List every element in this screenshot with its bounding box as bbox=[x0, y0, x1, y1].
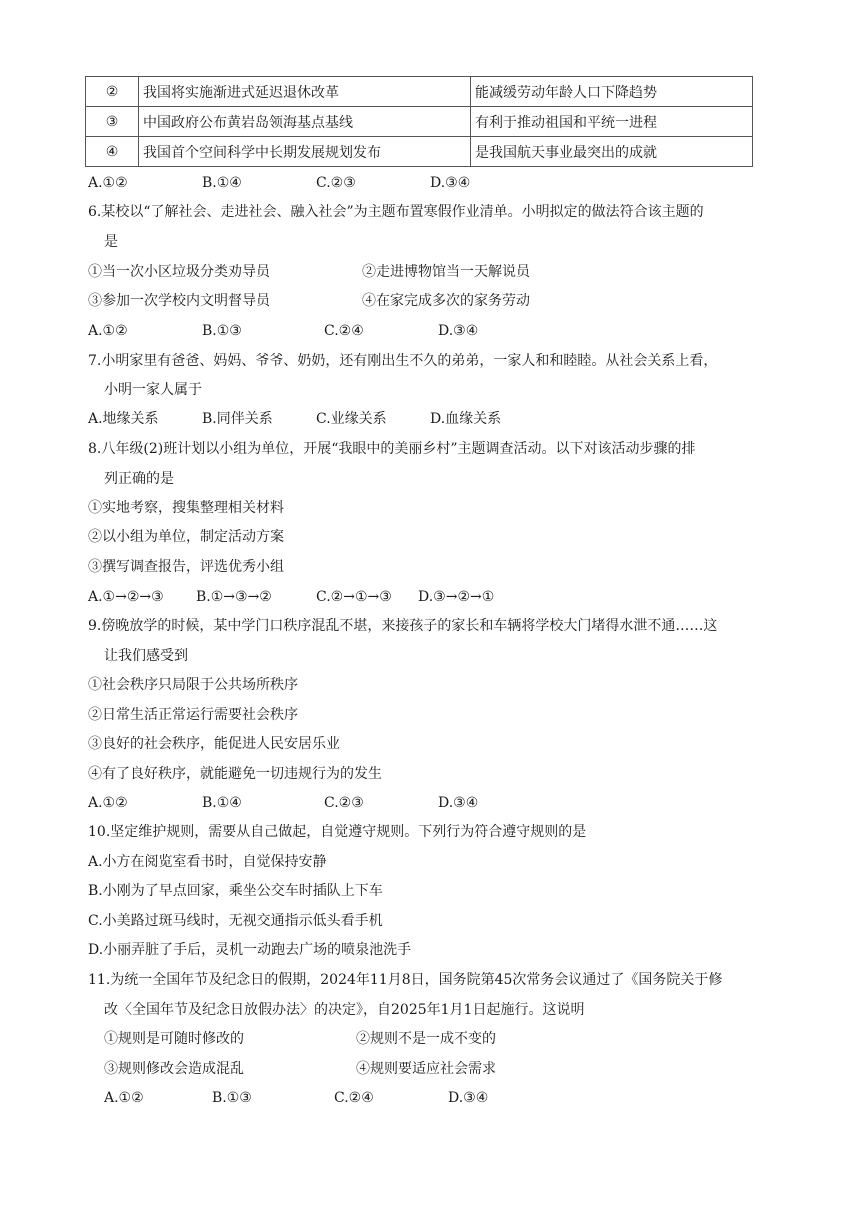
q6-item-3: ③参加一次学校内文明督导员 bbox=[88, 293, 270, 309]
q6-option-a: A.①② bbox=[88, 323, 128, 339]
q8-item-3: ③撰写调查报告，评选优秀小组 bbox=[88, 559, 284, 575]
q8-option-c: C.②→①→③ bbox=[316, 589, 392, 605]
q6-option-b: B.①③ bbox=[202, 323, 242, 339]
q6-option-c: C.②④ bbox=[324, 323, 364, 339]
q11-stem-line1: 11.为统一全国年节及纪念日的假期，2024年11月8日，国务院第45次常务会议通过了《国务院关于修 bbox=[88, 972, 723, 988]
row-number: ② bbox=[86, 77, 139, 107]
row-event: 中国政府公布黄岩岛领海基点基线 bbox=[139, 107, 471, 137]
row-effect: 能减缓劳动年龄人口下降趋势 bbox=[471, 77, 753, 107]
q9-option-c: C.②③ bbox=[324, 795, 364, 811]
q9-option-a: A.①② bbox=[88, 795, 128, 811]
q6-item-1: ①当一次小区垃圾分类劝导员 bbox=[88, 264, 270, 280]
q9-option-b: B.①④ bbox=[202, 795, 242, 811]
table-row bbox=[86, 107, 753, 137]
q9-item-1: ①社会秩序只局限于公共场所秩序 bbox=[88, 677, 298, 693]
q8-item-2: ②以小组为单位，制定活动方案 bbox=[88, 529, 284, 545]
row-number: ④ bbox=[86, 137, 139, 167]
q7-option-d: D.血缘关系 bbox=[430, 411, 502, 427]
q8-stem-line1: 8.八年级(2)班计划以小组为单位，开展“我眼中的美丽乡村”主题调查活动。以下对该活动步骤的排 bbox=[88, 441, 696, 457]
row-effect: 是我国航天事业最突出的成就 bbox=[471, 137, 753, 167]
q11-stem-line2: 改〈全国年节及纪念日放假办法〉的决定》，自2025年1月1日起施行。这说明 bbox=[104, 1002, 585, 1018]
events-table bbox=[85, 76, 753, 167]
q11-option-c: C.②④ bbox=[334, 1090, 374, 1106]
q6-stem-line1: 6.某校以“了解社会、走进社会、融入社会”为主题布置寒假作业清单。小明拟定的做法符合该主题的 bbox=[88, 204, 704, 220]
q5-option-c: C.②③ bbox=[316, 175, 356, 191]
q8-option-a: A.①→②→③ bbox=[88, 589, 164, 605]
q6-option-d: D.③④ bbox=[438, 323, 479, 339]
q11-item-3: ③规则修改会造成混乱 bbox=[104, 1061, 244, 1077]
q7-stem-line2: 小明一家人属于 bbox=[104, 382, 202, 398]
q6-item-2: ②走进博物馆当一天解说员 bbox=[362, 264, 530, 280]
q9-stem-line1: 9.傍晚放学的时候，某中学门口秩序混乱不堪，来接孩子的家长和车辆将学校大门堵得水泄不通……这 bbox=[88, 618, 718, 634]
q5-option-d: D.③④ bbox=[430, 175, 471, 191]
q11-option-b: B.①③ bbox=[212, 1090, 252, 1106]
q6-item-4: ④在家完成多次的家务劳动 bbox=[362, 293, 530, 309]
row-number: ③ bbox=[86, 107, 139, 137]
q6-stem-line2: 是 bbox=[104, 234, 118, 250]
q11-item-4: ④规则要适应社会需求 bbox=[356, 1061, 496, 1077]
q11-item-1: ①规则是可随时修改的 bbox=[104, 1031, 244, 1047]
q7-option-b: B.同伴关系 bbox=[202, 411, 273, 427]
q7-option-a: A.地缘关系 bbox=[88, 411, 159, 427]
q5-option-b: B.①④ bbox=[202, 175, 242, 191]
table-row bbox=[86, 137, 753, 167]
q10-choice-d: D.小丽弄脏了手后，灵机一动跑去广场的喷泉池洗手 bbox=[88, 942, 412, 958]
q9-option-d: D.③④ bbox=[438, 795, 479, 811]
q11-option-a: A.①② bbox=[104, 1090, 144, 1106]
q9-stem-line2: 让我们感受到 bbox=[104, 648, 188, 664]
q5-option-a: A.①② bbox=[88, 175, 128, 191]
q9-item-3: ③良好的社会秩序，能促进人民安居乐业 bbox=[88, 736, 340, 752]
row-effect: 有利于推动祖国和平统一进程 bbox=[471, 107, 753, 137]
q7-stem-line1: 7.小明家里有爸爸、妈妈、爷爷、奶奶，还有刚出生不久的弟弟，一家人和和睦睦。从社会关系上看， bbox=[88, 353, 718, 369]
q10-stem: 10.坚定维护规则，需要从自己做起，自觉遵守规则。下列行为符合遵守规则的是 bbox=[88, 824, 587, 840]
q9-item-4: ④有了良好秩序，就能避免一切违规行为的发生 bbox=[88, 766, 382, 782]
q8-option-d: D.③→②→① bbox=[418, 589, 495, 605]
q9-item-2: ②日常生活正常运行需要社会秩序 bbox=[88, 707, 298, 723]
table-row bbox=[86, 77, 753, 107]
q8-item-1: ①实地考察，搜集整理相关材料 bbox=[88, 500, 284, 516]
row-event: 我国首个空间科学中长期发展规划发布 bbox=[139, 137, 471, 167]
q11-option-d: D.③④ bbox=[448, 1090, 489, 1106]
q10-choice-c: C.小美路过斑马线时，无视交通指示低头看手机 bbox=[88, 913, 383, 929]
row-event: 我国将实施渐进式延迟退休改革 bbox=[139, 77, 471, 107]
q8-stem-line2: 列正确的是 bbox=[104, 471, 174, 487]
q7-option-c: C.业缘关系 bbox=[316, 411, 387, 427]
q10-choice-a: A.小方在阅览室看书时，自觉保持安静 bbox=[88, 854, 327, 870]
q11-item-2: ②规则不是一成不变的 bbox=[356, 1031, 496, 1047]
q8-option-b: B.①→③→② bbox=[196, 589, 272, 605]
q10-choice-b: B.小刚为了早点回家，乘坐公交车时插队上下车 bbox=[88, 883, 383, 899]
